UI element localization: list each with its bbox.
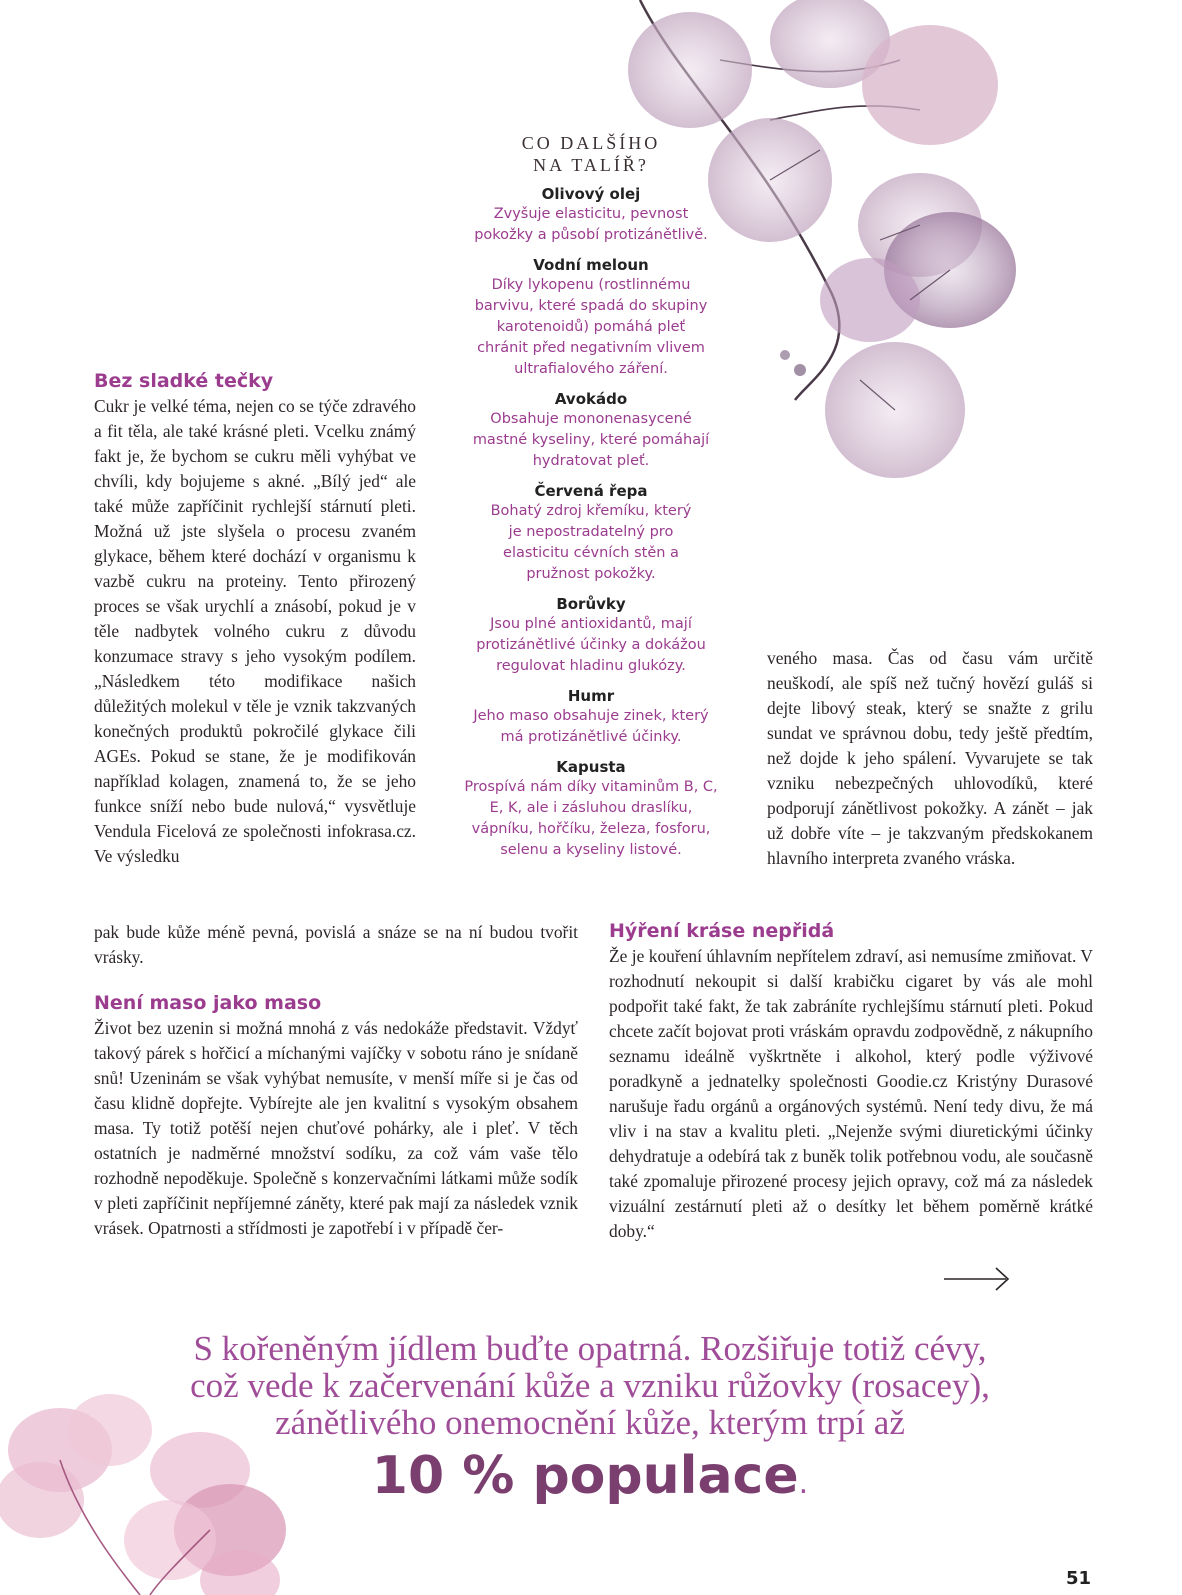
sidebar-item: Kapusta Prospívá nám díky vitaminům B, C, E, K, ale i zásluhou draslíku, vápníku, hořčíku, železa, fosforu, selenu a kyseliny listové. (464, 758, 718, 858)
sidebar-item: Humr Jeho maso obsahuje zinek, který má protizánětlivé účinky. (473, 687, 709, 745)
section-heading: Není maso jako maso (94, 992, 322, 1014)
body-text: Cukr je velké téma, nejen co se týče zdravého a fit těla, ale také krásné pleti. Vcelku známý fakt je, že bychom se cukru měli vyhýbat ve chvíli, kdy bojujeme s akné. „Bílý jed“ ale také může zapříčinit rychlejší stárnutí pleti. Možná už jste slyšela o procesu zvaném glykace, během které dochází v organismu k vazbě cukru na proteiny. Tento přirozený proces se však urychlí a znásobí, pokud je v těle nadbytek volného cukru z důvodu konzumace stravy s jeho vysokým podílem. „Následkem této modifikace našich důležitých molekul v těle je vznik takzvaných konečných produktů pokročilé glykace čili AGEs. Pokud se stane, že je modifikován například kolagen, znamená to, že se jeho funkce sníží nebo bude nulová,“ vysvětluje Vendula Ficelová ze společnosti infokrasa.cz. Ve výsledku (94, 396, 416, 866)
section-sugar-continued (94, 920, 578, 970)
section-meat (94, 990, 578, 1241)
body-text: Život bez uzenin si možná mnohá z vás nedokáže představit. Vždyť takový párek s hořčicí a míchanými vajíčky v sobotu ráno je snídaně snů! Uzeninám se však vyhýbat nemusíte, v menší míře si je čas od času klidně dopřejte. Vybírejte ale jen kvalitní s vysokým obsahem masa. Ty totiž potěší nejen chuťové pohárky, ale i pleť. V těch ostatních je nadměrné množství sodíku, za což vám vaše tělo rozhodně nepoděkuje. Společně s konzervačními látkami může sodík v pleti zapříčinit nepříjemné záněty, které pak mají za následek vznik vrásek. Opatrnosti a střídmosti je zapotřebí i v případě čer- (94, 1018, 578, 1238)
sidebar-item: Červená řepa Bohatý zdroj křemíku, který je nepostradatelný pro elasticitu cévních stěn a pružnost pokožky. (490, 482, 692, 582)
section-smoking (609, 918, 1093, 1244)
body-text: Že je kouření úhlavním nepřítelem zdraví, asi nemusíme zmiňovat. V rozhodnutí nekoupit si další krabičku cigaret by vás ale mohl podpořit také fakt, že tak zabráníte rychlejšímu stárnutí pleti. Pokud chcete začít bojovat proti vráskám opravdu zodpovědně, z nákupního seznamu ideálně vyškrtněte i alkohol, který podle výživové poradkyně a jednatelky společnosti Goodie.cz Kristýny Durasové narušuje řadu orgánů a orgánových systémů. Není tedy divu, že má vliv i na stav a kvalitu pleti. „Nejenže svými diuretickými účinky dehydratuje a odebírá tak z buněk tolik potřebnou vodu, ale současně také zpomaluje přirozené procesy jejich opravy, což má za následek vizuální zestárnutí pleti až o desítky let během poměrně krátké doby.“ (609, 946, 1093, 1241)
arrow-right-icon (944, 1264, 1014, 1294)
body-text: veného masa. Čas od času vám určitě neuškodí, ale spíš než tučný hovězí guláš si dejte libový steak, který se snažte z grilu sundat ve správnou dobu, tedy ještě předtím, než dojde k jeho spálení. Vyvarujete se tak vzniku nebezpečných uhlovodíků, které podporují zánětlivost pokožky. A zánět – jak už dobře víte – je takzvaným předskokanem hlavního interpreta zvaného vráska. (767, 648, 1093, 868)
section-heading: Bez sladké tečky (94, 370, 274, 392)
sidebar-item: Borůvky Jsou plné antioxidantů, mají protizánětlivé účinky a dokážou regulovat hladinu glukózy. (476, 595, 706, 674)
section-heading: Hýření kráse nepřidá (609, 920, 835, 942)
section-sugar (94, 368, 416, 869)
page-number: 51 (1066, 1568, 1092, 1589)
sidebar-item: Vodní meloun Díky lykopenu (rostlinnému barvivu, které spadá do skupiny karotenoidů) pomáhá pleť chránit před negativním vlivem ultrafialového záření. (474, 256, 708, 377)
section-meat-continued (767, 646, 1093, 871)
pull-quote-highlight: 10 % populace. (371, 1446, 809, 1506)
body-text: pak bude kůže méně pevná, povislá a snáze se na ní budou tvořit vrásky. (94, 922, 578, 967)
sidebar-title: CO DALŠÍHO NA TALÍŘ? (521, 133, 661, 175)
sidebar-item: Avokádo Obsahuje mononenasycené mastné kyseliny, které pomáhají hydratovat pleť. (472, 390, 710, 469)
pull-quote: S kořeněným jídlem buďte opatrná. Rozšiřuje totiž cévy, což vede k začervenání kůže a vzniku růžovky (rosacey), zánětlivého onemocnění kůže, kterým trpí až (190, 1329, 990, 1442)
sidebar-food-tips (456, 132, 726, 870)
sidebar-item: Olivový olej Zvyšuje elasticitu, pevnost pokožky a působí protizánětlivě. (474, 185, 708, 243)
